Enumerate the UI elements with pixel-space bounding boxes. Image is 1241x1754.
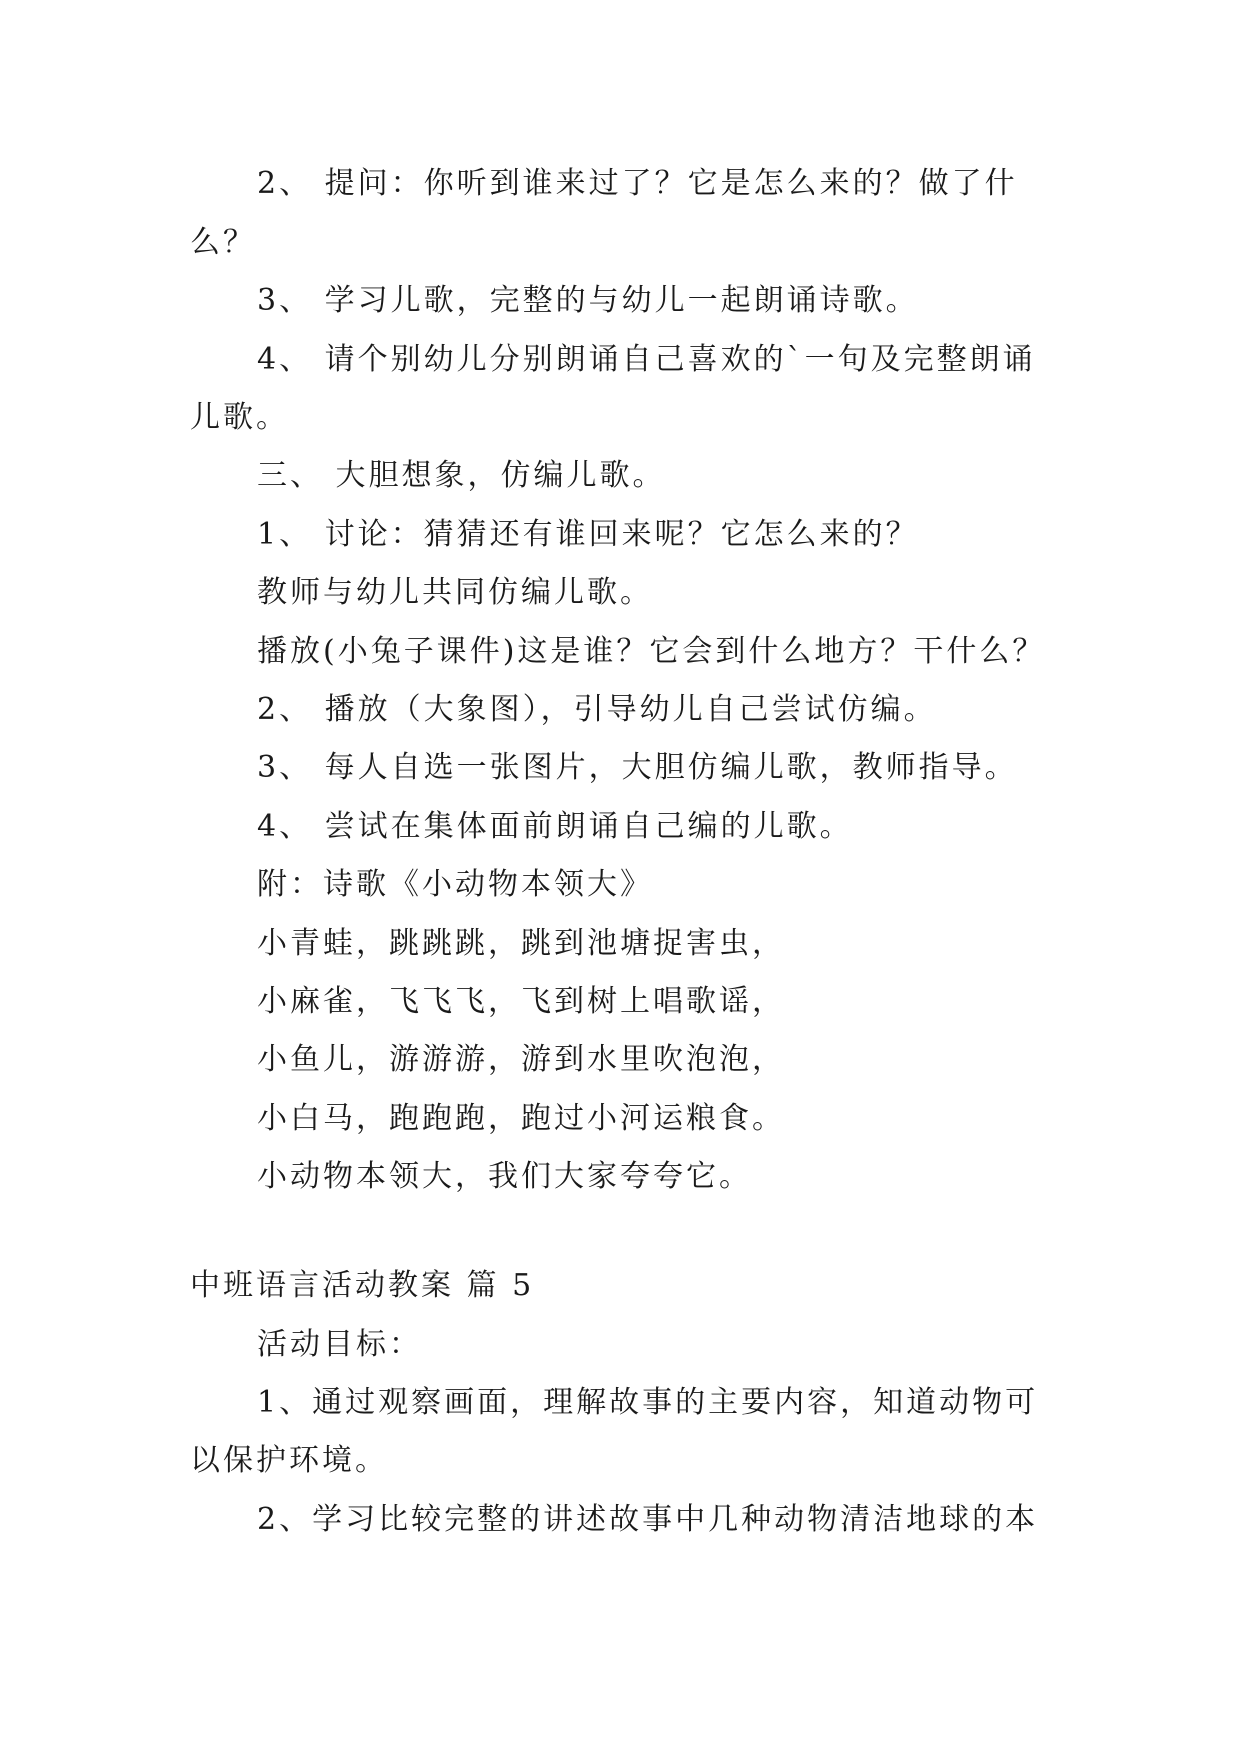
paragraph-line: 播放(小兔子课件)这是谁？它会到什么地方？干什么？ bbox=[257, 634, 1046, 669]
poem-line: 小鱼儿，游游游，游到水里吹泡泡， bbox=[257, 1042, 785, 1077]
paragraph-line: 儿歌。 bbox=[190, 400, 289, 435]
section-heading: 三、 大胆想象，仿编儿歌。 bbox=[257, 458, 666, 493]
paragraph-line: 3、 学习儿歌，完整的与幼儿一起朗诵诗歌。 bbox=[257, 283, 919, 318]
lesson-title: 中班语言活动教案 篇 5 bbox=[190, 1268, 535, 1303]
poem-line: 小麻雀，飞飞飞，飞到树上唱歌谣， bbox=[257, 984, 785, 1019]
poem-line: 小动物本领大，我们大家夸夸它。 bbox=[257, 1159, 752, 1194]
poem-line: 小青蛙，跳跳跳，跳到池塘捉害虫， bbox=[257, 926, 785, 961]
paragraph-line: 4、 尝试在集体面前朗诵自己编的儿歌。 bbox=[257, 809, 853, 844]
paragraph-line: 2、 提问：你听到谁来过了？它是怎么来的？做了什 bbox=[257, 166, 1018, 201]
paragraph-line: 么？ bbox=[190, 225, 256, 260]
paragraph-line: 3、 每人自选一张图片，大胆仿编儿歌，教师指导。 bbox=[257, 750, 1018, 785]
poem-title: 附：诗歌《小动物本领大》 bbox=[257, 867, 653, 902]
paragraph-line: 2、 播放（大象图），引导幼儿自己尝试仿编。 bbox=[257, 692, 937, 727]
paragraph-line: 教师与幼儿共同仿编儿歌。 bbox=[257, 575, 653, 610]
paragraph-line: 4、 请个别幼儿分别朗诵自己喜欢的`一句及完整朗诵 bbox=[257, 342, 1036, 377]
paragraph-line: 2、学习比较完整的讲述故事中几种动物清洁地球的本 bbox=[257, 1502, 1039, 1537]
paragraph-line: 1、 讨论：猜猜还有谁回来呢？它怎么来的？ bbox=[257, 517, 919, 552]
paragraph-line: 以保护环境。 bbox=[190, 1443, 388, 1478]
paragraph-line: 1、通过观察画面，理解故事的主要内容，知道动物可 bbox=[257, 1385, 1039, 1420]
poem-line: 小白马，跑跑跑，跑过小河运粮食。 bbox=[257, 1101, 785, 1136]
subheading: 活动目标： bbox=[257, 1327, 422, 1362]
